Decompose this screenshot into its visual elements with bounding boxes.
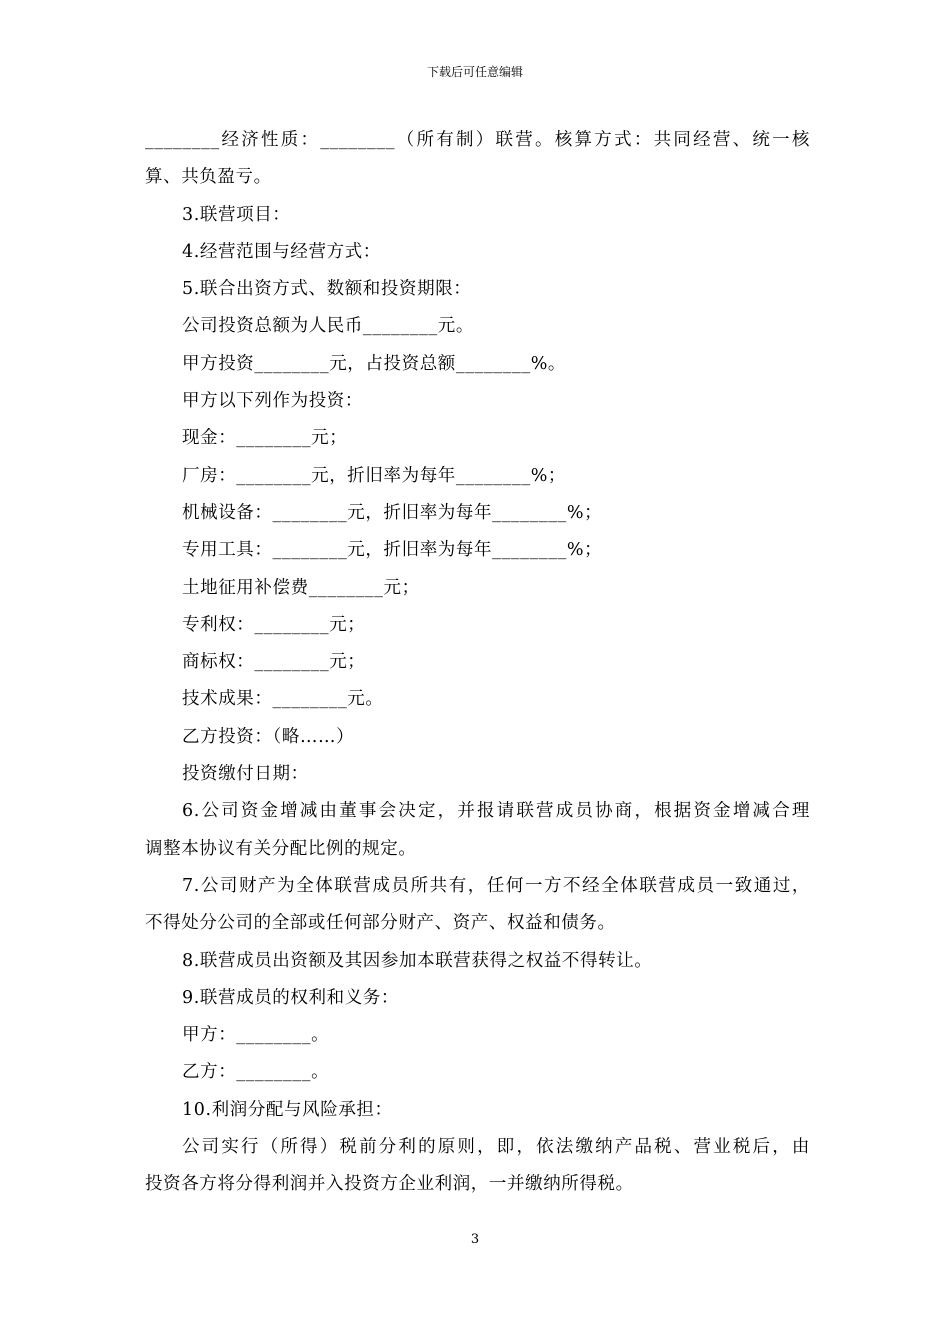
paragraph-line: 乙方投资：（略……） bbox=[182, 726, 355, 747]
paragraph-line: 5.联合出资方式、数额和投资期限： bbox=[182, 279, 472, 300]
paragraph-line: 8.联营成员出资额及其因参加本联营获得之权益不得转让。 bbox=[182, 950, 653, 971]
paragraph-line: 甲方以下列作为投资： bbox=[182, 391, 363, 412]
page-number: 3 bbox=[470, 1232, 480, 1247]
paragraph-line: 公司投资总额为人民币________元。 bbox=[182, 316, 474, 337]
paragraph-line: 乙方：________。 bbox=[182, 1062, 330, 1083]
paragraph-line: 9.联营成员的权利和义务： bbox=[182, 987, 399, 1008]
paragraph-line: ________经济性质：________（所有制）联营。核算方式：共同经营、统一核 bbox=[145, 130, 810, 150]
paragraph-line: 甲方：________。 bbox=[182, 1025, 330, 1046]
paragraph-line: 4.经营范围与经营方式： bbox=[182, 241, 381, 262]
document-body bbox=[145, 122, 810, 1204]
paragraph-line: 机械设备：________元，折旧率为每年________%； bbox=[182, 502, 603, 523]
paragraph-line: 投资各方将分得利润并入投资方企业利润，一并缴纳所得税。 bbox=[145, 1174, 634, 1195]
paragraph-line: 商标权：________元； bbox=[182, 652, 366, 673]
paragraph-line: 3.联营项目： bbox=[182, 204, 291, 225]
paragraph-line: 7.公司财产为全体联营成员所共有，任何一方不经全体联营成员一致通过， bbox=[182, 875, 810, 896]
paragraph-line: 现金：________元； bbox=[182, 428, 348, 449]
paragraph-line: 土地征用补偿费________元； bbox=[182, 577, 420, 598]
paragraph-line: 投资缴付日期： bbox=[182, 764, 309, 785]
paragraph-line: 甲方投资________元，占投资总额________%。 bbox=[182, 353, 567, 374]
paragraph-line: 6.公司资金增减由董事会决定，并报请联营成员协商，根据资金增减合理 bbox=[182, 801, 810, 822]
paragraph-line: 不得处分公司的全部或任何部分财产、资产、权益和债务。 bbox=[145, 913, 616, 934]
paragraph-line: 算、共负盈亏。 bbox=[145, 167, 272, 188]
paragraph-line: 10.利润分配与风险承担： bbox=[182, 1099, 393, 1120]
paragraph-line: 专利权：________元； bbox=[182, 614, 366, 635]
paragraph-line: 专用工具：________元，折旧率为每年________%； bbox=[182, 540, 603, 561]
paragraph-line: 技术成果：________元。 bbox=[182, 689, 384, 710]
paragraph-line: 调整本协议有关分配比例的规定。 bbox=[145, 838, 417, 859]
page-header: 下载后可任意编辑 bbox=[426, 65, 523, 79]
paragraph-line: 公司实行（所得）税前分利的原则，即，依法缴纳产品税、营业税后，由 bbox=[182, 1137, 810, 1158]
paragraph-line: 厂房：________元，折旧率为每年________%； bbox=[182, 465, 567, 486]
